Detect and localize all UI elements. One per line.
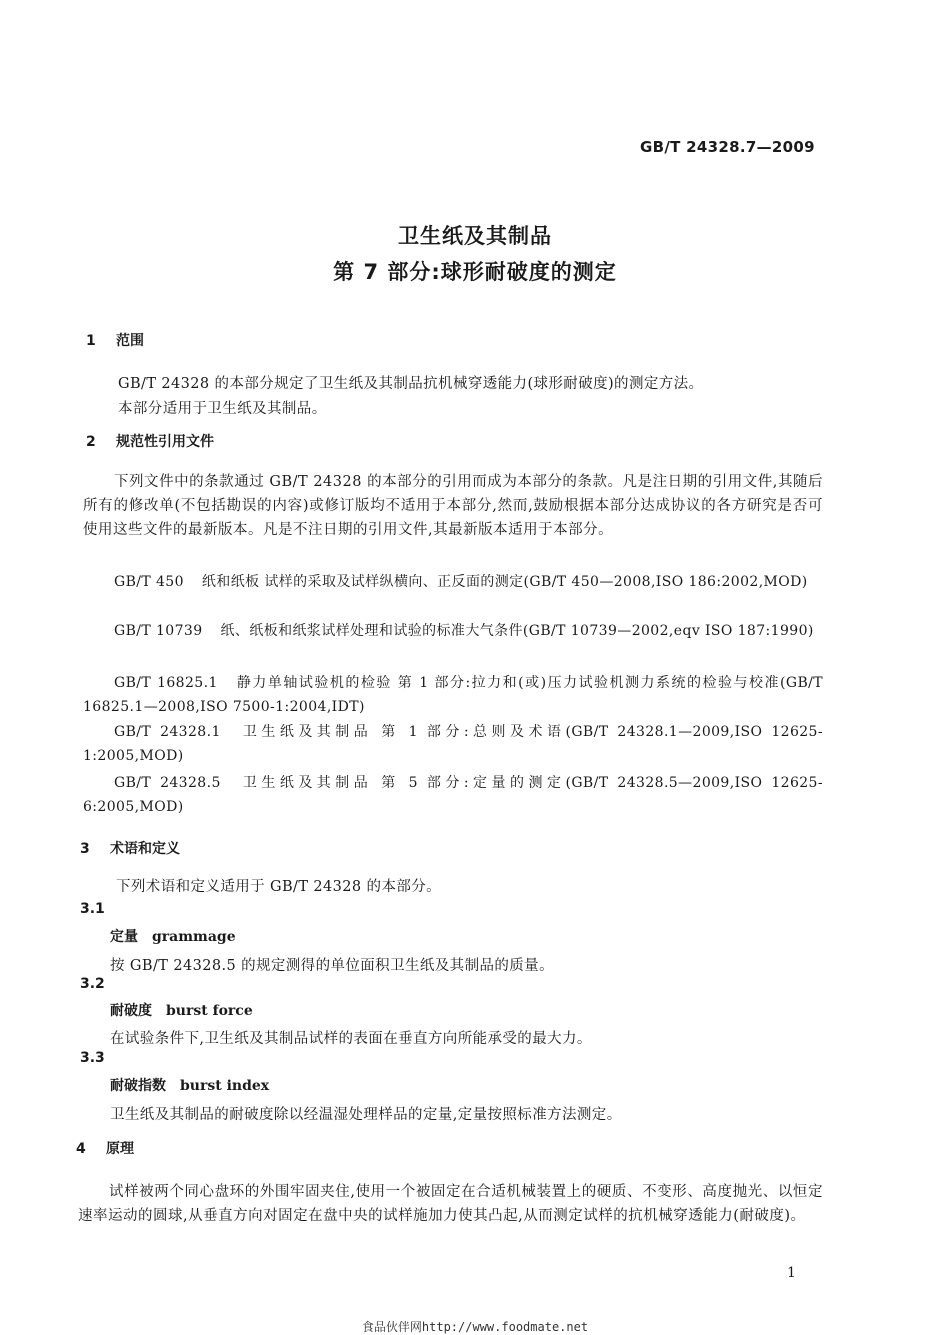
normative-intro-paragraph: 下列文件中的条款通过 GB/T 24328 的本部分的引用而成为本部分的条款。凡是注日期的引用文件,其随后所有的修改单(不包括勘误的内容)或修订版均不适用于本部分,然而,鼓励根据本部分达成协议的各方研究是否可使用这些文件的最新版本。凡是不注日期的引用文件,其最新版本适用于本部分。	[83, 474, 823, 538]
section-number: 1	[86, 333, 96, 349]
standard-number: GB/T 24328.7—2009	[640, 138, 815, 156]
term-burst-index	[110, 1075, 269, 1095]
principle-paragraph: 试样被两个同心盘环的外围牢固夹住,使用一个被固定在合适机械装置上的硬质、不变形、高度抛光、以恒定速率运动的圆球,从垂直方向对固定在盘中央的试样施加力使其凸起,从而测定试样的抗机械穿透能力(耐破度)。	[78, 1184, 823, 1224]
reference-code: GB/T 16825.1	[114, 675, 218, 691]
clause-3-3-number: 3.3	[80, 1050, 105, 1066]
section-4-heading	[76, 1138, 134, 1158]
reference-text: 纸和纸板 试样的采取及试样纵横向、正反面的测定(GB/T 450—2008,ISO 186:2002,MOD)	[201, 574, 808, 590]
section-title: 规范性引用文件	[116, 434, 214, 450]
document-title: 卫生纸及其制品	[398, 224, 552, 248]
reference-item	[83, 671, 823, 719]
section-2-heading	[86, 431, 214, 451]
term-zh: 耐破指数	[110, 1078, 166, 1094]
document-subtitle: 第 7 部分:球形耐破度的测定	[333, 260, 617, 284]
term-zh: 耐破度	[110, 1003, 152, 1019]
term-grammage	[110, 926, 236, 946]
term-definition: 按 GB/T 24328.5 的规定测得的单位面积卫生纸及其制品的质量。	[110, 958, 554, 974]
scope-paragraph-2: 本部分适用于卫生纸及其制品。	[118, 401, 327, 417]
reference-item	[83, 570, 823, 594]
term-definition: 在试验条件下,卫生纸及其制品试样的表面在垂直方向所能承受的最大力。	[110, 1031, 592, 1047]
terms-intro: 下列术语和定义适用于 GB/T 24328 的本部分。	[116, 879, 442, 895]
term-en: burst force	[166, 1003, 253, 1019]
clause-3-2-number: 3.2	[80, 976, 105, 992]
reference-code: GB/T 450	[114, 574, 184, 590]
term-en: grammage	[152, 929, 236, 945]
reference-code: GB/T 10739	[114, 623, 203, 639]
section-number: 3	[80, 841, 90, 857]
reference-text: 卫生纸及其制品 第 5 部分:定量的测定(GB/T 24328.5—2009,ISO 12625-6:2005,MOD)	[83, 775, 823, 815]
reference-text: 纸、纸板和纸浆试样处理和试验的标准大气条件(GB/T 10739—2002,eqv ISO 187:1990)	[220, 623, 814, 639]
section-3-heading	[80, 838, 180, 858]
footer-watermark: 食品伙伴网http://www.foodmate.net	[361, 1320, 589, 1334]
reference-item	[83, 720, 823, 768]
section-1-heading	[86, 330, 144, 350]
term-zh: 定量	[110, 929, 138, 945]
section-number: 4	[76, 1141, 86, 1157]
clause-3-1-number: 3.1	[80, 901, 105, 917]
page-number: 1	[787, 1265, 796, 1281]
scope-paragraph-1: GB/T 24328 的本部分规定了卫生纸及其制品抗机械穿透能力(球形耐破度)的测定方法。	[118, 376, 704, 392]
reference-item	[83, 619, 823, 643]
reference-text: 静力单轴试验机的检验 第 1 部分:拉力和(或)压力试验机测力系统的检验与校准(GB/T 16825.1—2008,ISO 7500-1:2004,IDT)	[83, 675, 823, 715]
term-en: burst index	[180, 1078, 270, 1094]
section-title: 原理	[106, 1141, 134, 1157]
section-title: 术语和定义	[110, 841, 180, 857]
term-burst-force	[110, 1000, 253, 1020]
reference-code: GB/T 24328.5	[114, 775, 221, 791]
reference-item	[83, 771, 823, 819]
reference-code: GB/T 24328.1	[114, 724, 221, 740]
section-title: 范围	[116, 333, 144, 349]
reference-text: 卫生纸及其制品 第 1 部分:总则及术语(GB/T 24328.1—2009,ISO 12625-1:2005,MOD)	[83, 724, 823, 764]
term-definition: 卫生纸及其制品的耐破度除以经温湿处理样品的定量,定量按照标准方法测定。	[110, 1107, 622, 1123]
section-number: 2	[86, 434, 96, 450]
